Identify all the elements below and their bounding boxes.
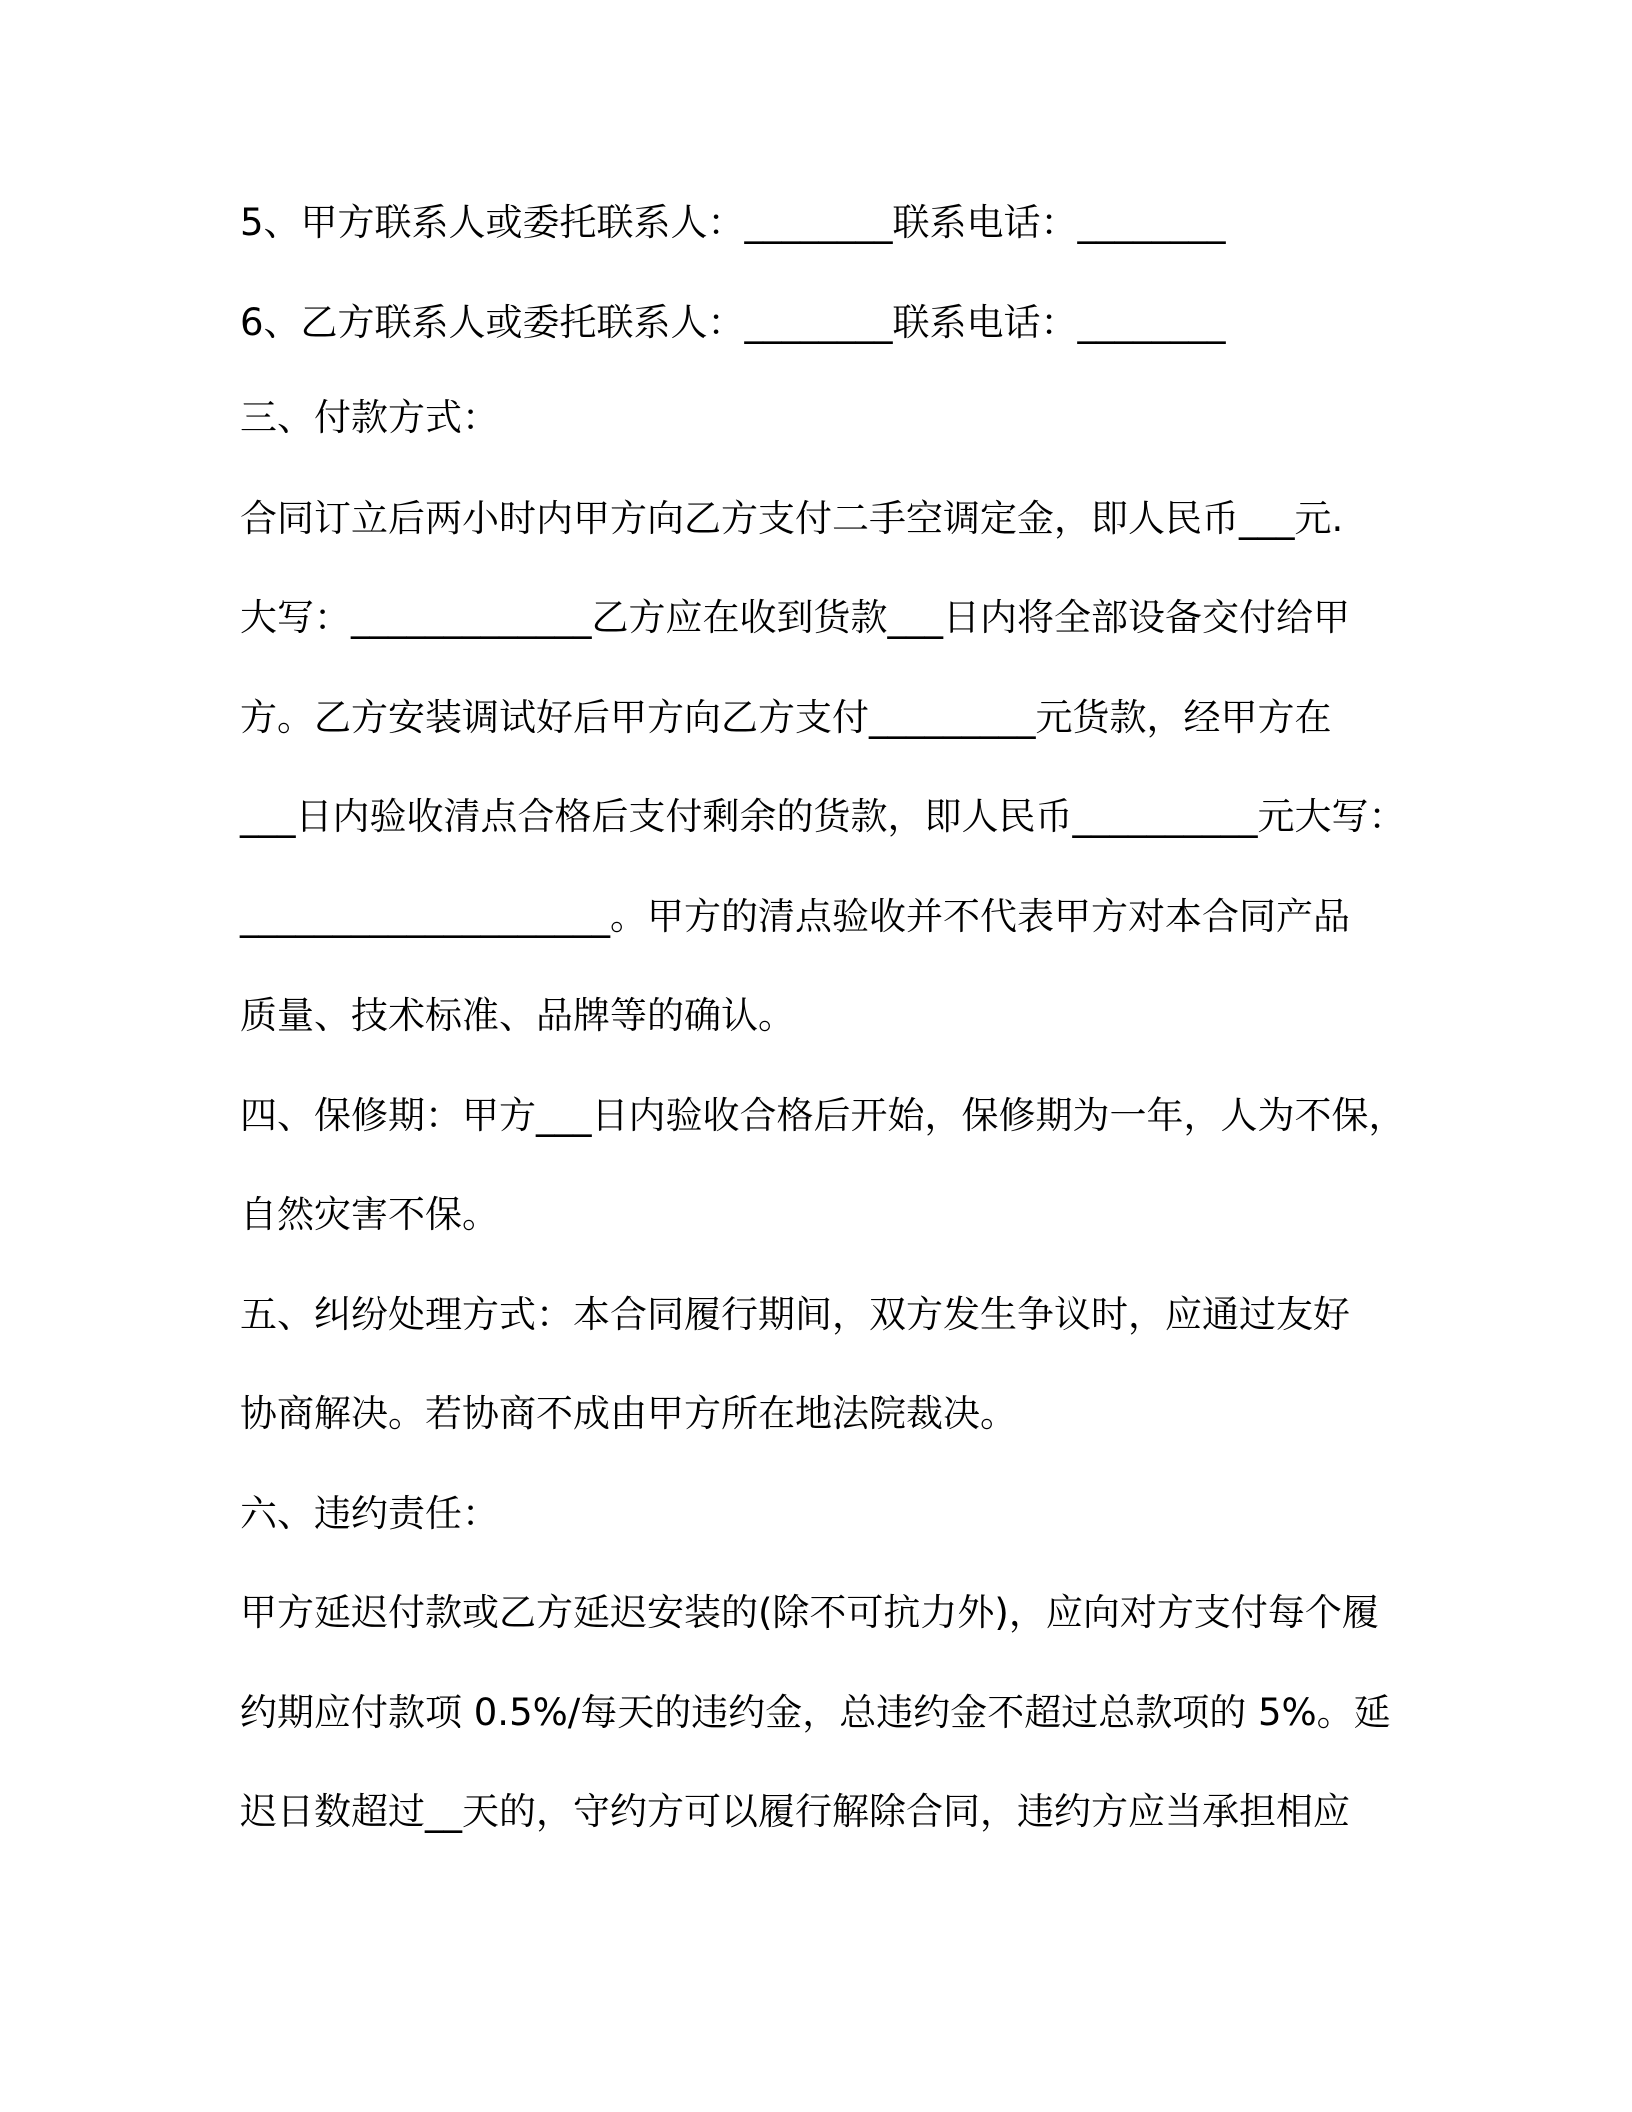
section-5-dispute-line-1: 五、纠纷处理方式：本合同履行期间，双方发生争议时，应通过友好 [240, 1293, 1350, 1336]
payment-line-3: 方。乙方安装调试好后甲方向乙方支付_________元货款，经甲方在 [240, 696, 1332, 739]
clause-5-party-a-contact: 5、甲方联系人或委托联系人：________联系电话：________ [240, 201, 1226, 244]
breach-line-1: 甲方延迟付款或乙方延迟安装的(除不可抗力外)，应向对方支付每个履 [240, 1591, 1379, 1634]
payment-line-6: 质量、技术标准、品牌等的确认。 [240, 994, 795, 1037]
breach-line-3: 迟日数超过__天的，守约方可以履行解除合同，违约方应当承担相应 [240, 1790, 1350, 1833]
section-3-heading: 三、付款方式： [240, 396, 499, 439]
section-6-heading: 六、违约责任： [240, 1492, 499, 1535]
section-5-dispute-line-2: 协商解决。若协商不成由甲方所在地法院裁决。 [240, 1392, 1017, 1435]
payment-line-1: 合同订立后两小时内甲方向乙方支付二手空调定金，即人民币___元. [240, 497, 1344, 540]
breach-line-2: 约期应付款项 0.5%/每天的违约金，总违约金不超过总款项的 5%。延 [240, 1691, 1391, 1734]
payment-line-4: ___日内验收清点合格后支付剩余的货款，即人民币__________元大写： [240, 795, 1406, 838]
payment-line-5: ____________________。甲方的清点验收并不代表甲方对本合同产品 [240, 895, 1350, 938]
section-4-warranty-line-2: 自然灾害不保。 [240, 1193, 499, 1236]
clause-6-party-b-contact: 6、乙方联系人或委托联系人：________联系电话：________ [240, 301, 1226, 344]
section-4-warranty-line-1: 四、保修期：甲方___日内验收合格后开始，保修期为一年，人为不保， [240, 1094, 1406, 1137]
payment-line-2: 大写：_____________乙方应在收到货款___日内将全部设备交付给甲 [240, 596, 1350, 639]
